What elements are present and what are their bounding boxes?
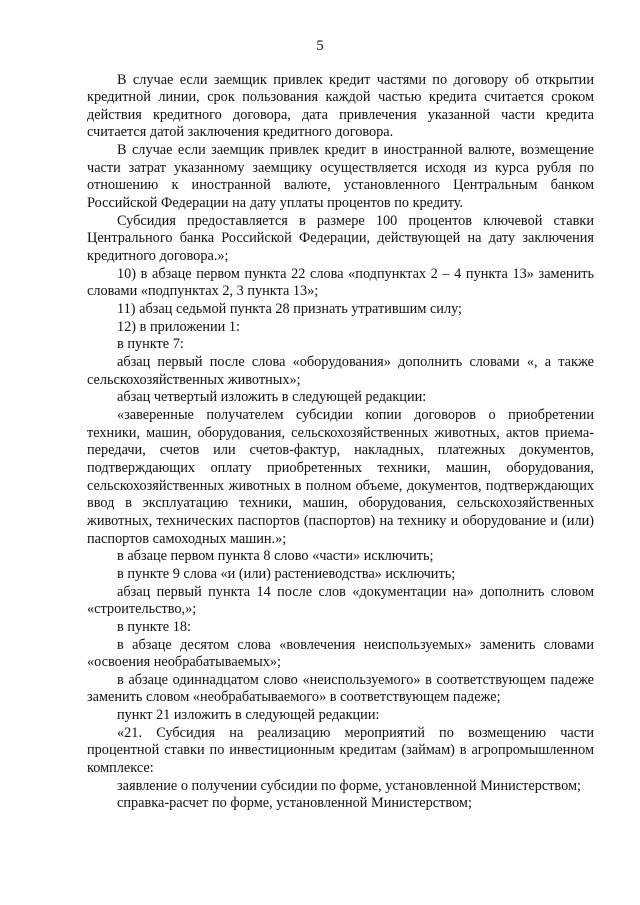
paragraph-item-12: 12) в приложении 1: <box>117 318 241 335</box>
page-number: 5 <box>316 38 324 54</box>
paragraph-item-10: 10) в абзаце первом пункта 22 слова «подпунктах 2 – 4 пункта 13» заменить словами «подпунктах 2, 3 пункта 13»; <box>87 265 594 300</box>
paragraph-certified-copies: «заверенные получателем субсидии копии договоров о приобретении техники, машин, оборудования, сельскохозяйственных животных, актов приема-передачи, счетов или счетов-фактур, накладных, платежных документов, подтверждающих оплату приобретенных техники, машин, оборудования, сельскохозяйственных животных в полном объеме, документов, подтверждающих ввод в эксплуатацию техники, машин, оборудования, сельскохозяйственных животных, технических паспортов (паспортов) на технику и оборудование и (или) паспортов самоходных машин.»; <box>87 406 594 547</box>
paragraph-point-21-text: «21. Субсидия на реализацию мероприятий по возмещению части процентной ставки по инвестиционным кредитам (займам) в агропромышленном комплексе: <box>87 724 594 777</box>
paragraph-item-11: 11) абзац седьмой пункта 28 признать утратившим силу; <box>117 301 463 318</box>
paragraph-point-7-first: абзац первый после слова «оборудования» дополнить словами «, а также сельскохозяйственных животных»; <box>87 354 594 388</box>
paragraph-foreign-currency: В случае если заемщик привлек кредит в иностранной валюте, возмещение части затрат указанному заемщику осуществляется исходя из курса рубля по отношению к иностранной валюте, установленного Центральным банком Российской Федерации на дату уплаты процентов по кредиту. <box>87 142 594 212</box>
paragraph-point-18: в пункте 18: <box>117 618 191 635</box>
paragraph-subsidy-rate: Субсидия предоставляется в размере 100 процентов ключевой ставки Центрального банка Российской Федерации, действующей на дату заключения кредитного договора.»; <box>87 212 594 265</box>
paragraph-application: заявление о получении субсидии по форме, установленной Министерством; <box>117 777 581 794</box>
paragraph-point-14: абзац первый пункта 14 после слов «документации на» дополнить словом «строительство,»; <box>87 583 594 618</box>
paragraph-calculation: справка-расчет по форме, установленной Министерством; <box>117 795 472 812</box>
paragraph-point-18-eleventh: в абзаце одиннадцатом слово «неиспользуемого» в соответствующем падеже заменить словом «необрабатываемого» в соответствующем падеже; <box>87 671 594 706</box>
paragraph-point-21: пункт 21 изложить в следующей редакции: <box>117 707 380 724</box>
paragraph-point-18-tenth: в абзаце десятом слова «вовлечения неиспользуемых» заменить словами «освоения необрабатываемых»; <box>87 636 594 671</box>
paragraph-credit-line-term: В случае если заемщик привлек кредит частями по договору об открытии кредитной линии, срок пользования каждой частью кредита считается сроком действия кредитного договора, дата привлечения указанной части кредита считается датой заключения кредитного договора. <box>87 71 594 141</box>
paragraph-point-8: в абзаце первом пункта 8 слово «части» исключить; <box>117 548 434 565</box>
document-body <box>87 72 594 814</box>
paragraph-point-7-fourth: абзац четвертый изложить в следующей редакции: <box>117 389 427 406</box>
paragraph-point-9: в пункте 9 слова «и (или) растениеводства» исключить; <box>117 565 456 582</box>
paragraph-point-7: в пункте 7: <box>117 336 184 353</box>
